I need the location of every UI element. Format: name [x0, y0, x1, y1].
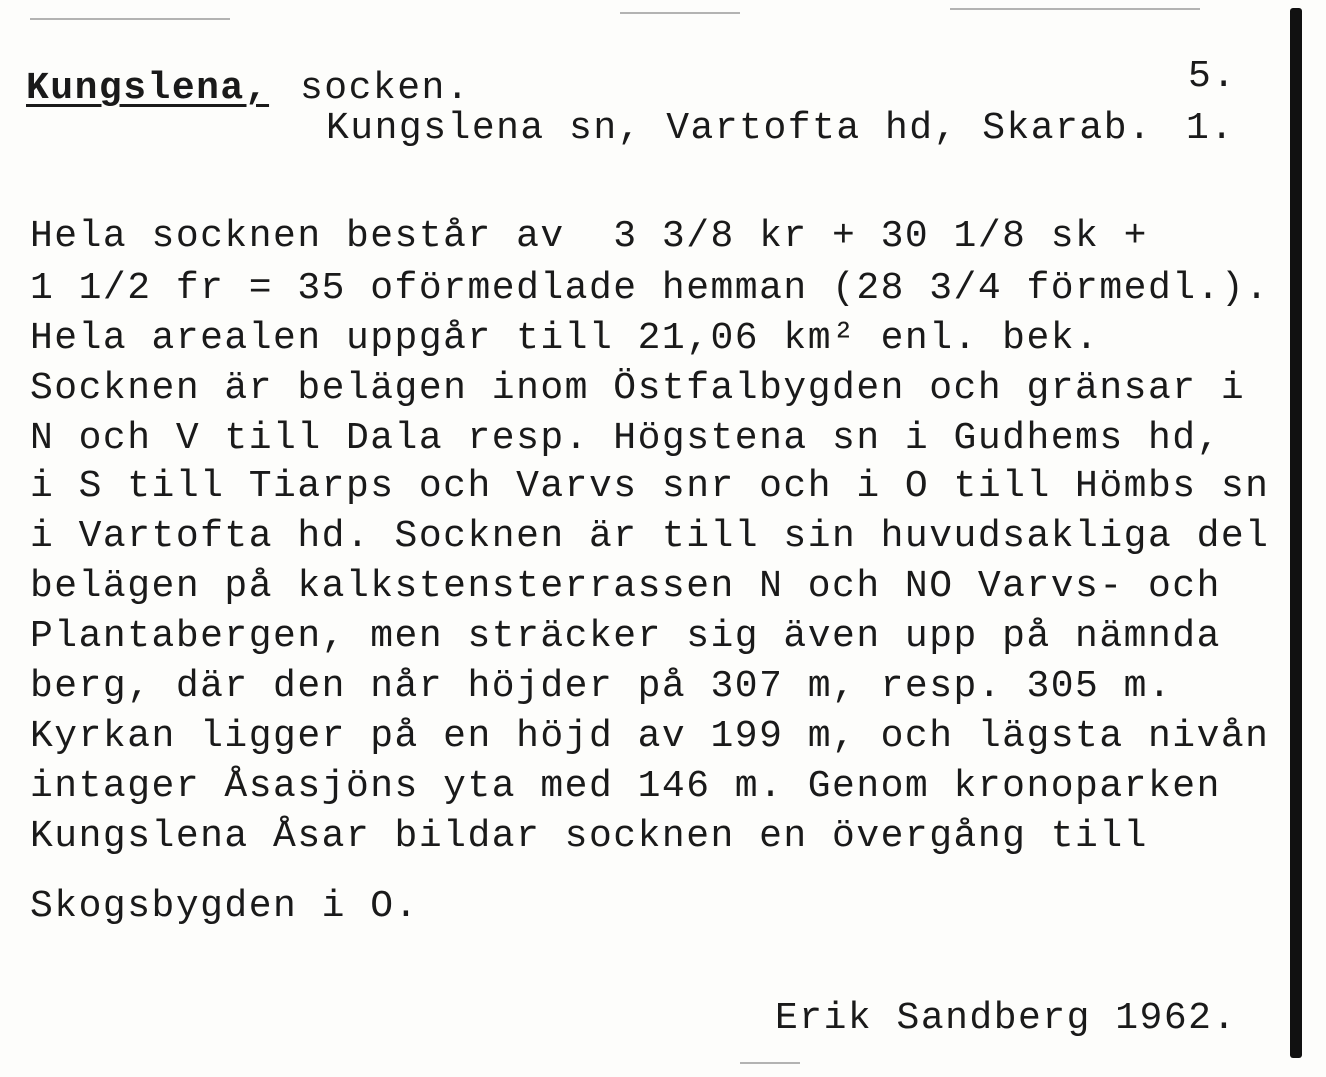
location-number: 1. [1186, 107, 1235, 150]
text-line: Socknen är belägen inom Östfalbygden och gränsar i [30, 367, 1246, 410]
text-line: Kyrkan ligger på en höjd av 199 m, och lägsta nivån [30, 715, 1270, 758]
parish-title: Kungslena, [26, 67, 270, 110]
scan-speck [620, 12, 740, 14]
parish-type: socken. [300, 67, 471, 110]
text-line: Kungslena Åsar bildar socknen en övergång till [30, 815, 1148, 858]
text-line: Plantabergen, men sträcker sig även upp på nämnda [30, 615, 1221, 658]
scan-speck [30, 18, 230, 20]
card-edge-shadow [1290, 8, 1302, 1058]
signature: Erik Sandberg 1962. [775, 997, 1237, 1040]
text-line: Hela arealen uppgår till 21,06 km² enl. bek. [30, 317, 1100, 360]
card-number: 5. [1188, 55, 1237, 98]
location-line: Kungslena sn, Vartofta hd, Skarab. [326, 107, 1153, 150]
scan-speck [950, 8, 1200, 10]
text-line: intager Åsasjöns yta med 146 m. Genom kronoparken [30, 765, 1221, 808]
text-line: belägen på kalkstensterrassen N och NO Varvs- och [30, 565, 1221, 608]
text-line: berg, där den når höjder på 307 m, resp. 305 m. [30, 665, 1173, 708]
text-line: N och V till Dala resp. Högstena sn i Gudhems hd, [30, 417, 1221, 460]
text-line: 1 1/2 fr = 35 oförmedlade hemman (28 3/4 förmedl.). [30, 267, 1270, 310]
text-line: i S till Tiarps och Varvs snr och i O till Hömbs sn [30, 465, 1270, 508]
scan-speck [740, 1062, 800, 1064]
text-line: Skogsbygden i O. [30, 885, 419, 928]
text-line: i Vartofta hd. Socknen är till sin huvudsakliga del [30, 515, 1270, 558]
text-line: Hela socknen består av 3 3/8 kr + 30 1/8 sk + [30, 215, 1148, 258]
